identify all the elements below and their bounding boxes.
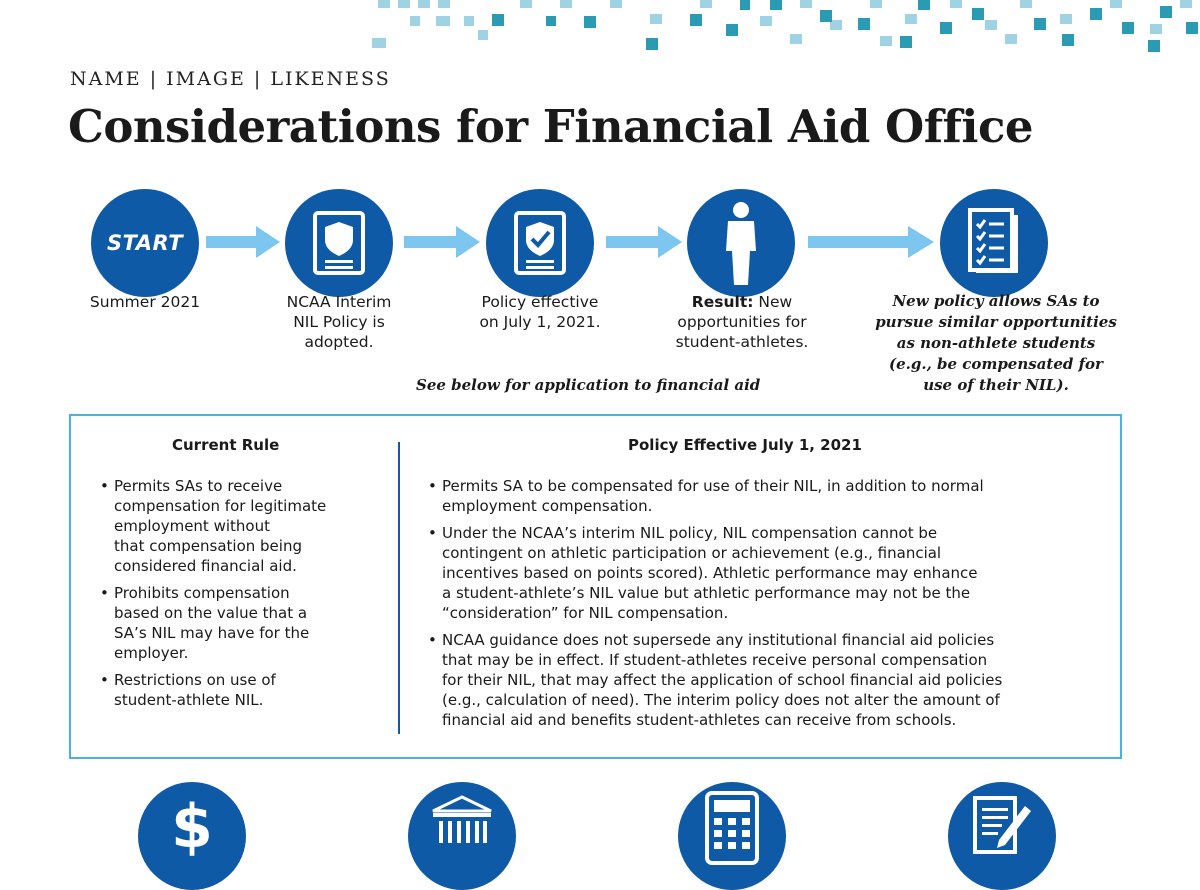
step-caption-effective: Policy effective on July 1, 2021. [479, 293, 601, 331]
new-policy-heading: Policy Effective July 1, 2021 [628, 436, 862, 454]
new-policy-item: • NCAA guidance does not supersede any institutional financial aid policies that may be in effect. If student-athletes receive personal compensation for their NIL, that may affect the application of school financial aid policies (e.g., calculation of need). The interim policy does not alter the amount of financial aid and benefits student-athletes can receive from schools. [428, 630, 1118, 730]
calculator-icon [678, 782, 786, 890]
dollar-icon: $ [138, 782, 246, 890]
current-rule-item: • Prohibits compensation based on the value that a SA’s NIL may have for the employer. [100, 583, 390, 663]
new-policy-list [428, 476, 1118, 737]
current-rule-list [100, 476, 390, 717]
current-rule-item: • Restrictions on use of student-athlete NIL. [100, 670, 390, 710]
document-pen-icon [948, 782, 1056, 890]
checklist-icon [940, 189, 1048, 297]
see-below-note: See below for application to financial aid [416, 376, 761, 394]
new-policy-item: • Permits SA to be compensated for use of their NIL, in addition to normal employment compensation. [428, 476, 1118, 516]
flow-arrow [808, 222, 936, 262]
pixel-pattern-decoration [0, 0, 1200, 60]
flow-arrow [206, 222, 282, 262]
step-caption-new-policy: New policy allows SAs to pursue similar opportunities as non-athlete students (e.g., be compensated for use of their NIL). [875, 292, 1117, 394]
page-title: Considerations for Financial Aid Office [68, 100, 1034, 153]
flow-arrow [404, 222, 482, 262]
shield-document-icon [285, 189, 393, 297]
start-badge-label: START [106, 231, 184, 255]
step-caption-adopted: NCAA Interim NIL Policy is adopted. [286, 293, 392, 351]
step-caption-result: Result: New opportunities for student-athletes. [675, 293, 809, 351]
new-policy-item: • Under the NCAA’s interim NIL policy, NIL compensation cannot be contingent on athletic participation or achievement (e.g., financial incentives based on points scored). Athletic performance may enhance a student-athlete’s NIL value but athletic performance may not be the “consideration” for NIL compensation. [428, 523, 1118, 623]
eyebrow-label: NAME | IMAGE | LIKENESS [70, 68, 391, 90]
step-caption-start: Summer 2021 [89, 293, 201, 311]
shield-check-document-icon [486, 189, 594, 297]
column-divider [398, 442, 400, 734]
current-rule-heading: Current Rule [172, 436, 280, 454]
flow-arrow [606, 222, 684, 262]
current-rule-item: • Permits SAs to receive compensation for legitimate employment without that compensation being considered financial aid. [100, 476, 390, 576]
institution-icon [408, 782, 516, 890]
start-badge [91, 189, 199, 297]
person-icon [687, 189, 795, 297]
